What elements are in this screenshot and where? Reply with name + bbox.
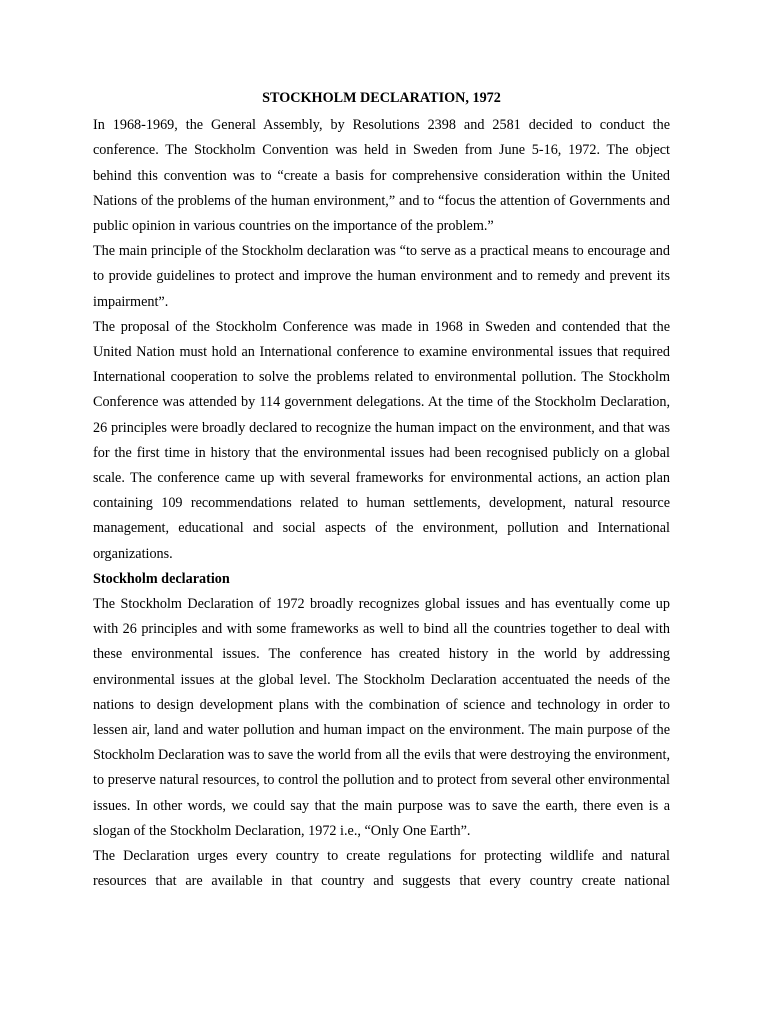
paragraph-proposal: The proposal of the Stockholm Conference was made in 1968 in Sweden and contended that the United Nation must hold an International conference to examine environmental issues that required International cooperation to solve the problems related to environmental pollution. The Stockholm Conference was attended by 114 government delegations. At the time of the Stockholm Declaration, 26 principles were broadly declared to recognize the human impact on the environment, and that was for the first time in history that the environmental issues had been recognised publicly on a global scale. The conference came up with several frameworks for environmental actions, an action plan containing 109 recommendations related to human settlements, development, natural resource management, educational and social aspects of the environment, pollution and International organizations. bbox=[93, 318, 670, 562]
document-title: STOCKHOLM DECLARATION, 1972 bbox=[262, 90, 501, 106]
paragraph-intro: In 1968-1969, the General Assembly, by Resolutions 2398 and 2581 decided to conduct the conference. The Stockholm Convention was held in Sweden from June 5-16, 1972. The object behind this convention was to “create a basis for comprehensive consideration within the United Nations of the problems of the human environment,” and to “focus the attention of Governments and public opinion in various countries on the importance of the problem.” bbox=[93, 117, 670, 234]
section-heading: Stockholm declaration bbox=[93, 570, 230, 587]
document-page bbox=[93, 86, 670, 894]
paragraph-main-principle: The main principle of the Stockholm declaration was “to serve as a practical means to encourage and to provide guidelines to protect and improve the human environment and to remedy and prevent its impairment”. bbox=[93, 243, 670, 310]
paragraph-declaration-overview: The Stockholm Declaration of 1972 broadly recognizes global issues and has eventually come up with 26 principles and with some frameworks as well to bind all the countries together to deal with these environmental issues. The conference has created history in the world by addressing environmental issues at the global level. The Stockholm Declaration accentuated the needs of the nations to design development plans with the combination of science and technology in order to lessen air, land and water pollution and human impact on the environment. The main purpose of the Stockholm Declaration was to save the world from all the evils that were destroying the environment, to preserve natural resources, to control the pollution and to protect from several other environmental issues. In other words, we could say that the main purpose was to save the earth, there even is a slogan of the Stockholm Declaration, 1972 i.e., “Only One Earth”. bbox=[93, 596, 670, 839]
paragraph-regulations: The Declaration urges every country to create regulations for protecting wildlife and natural resources that are available in that country and suggests that every country create national bbox=[93, 848, 670, 890]
